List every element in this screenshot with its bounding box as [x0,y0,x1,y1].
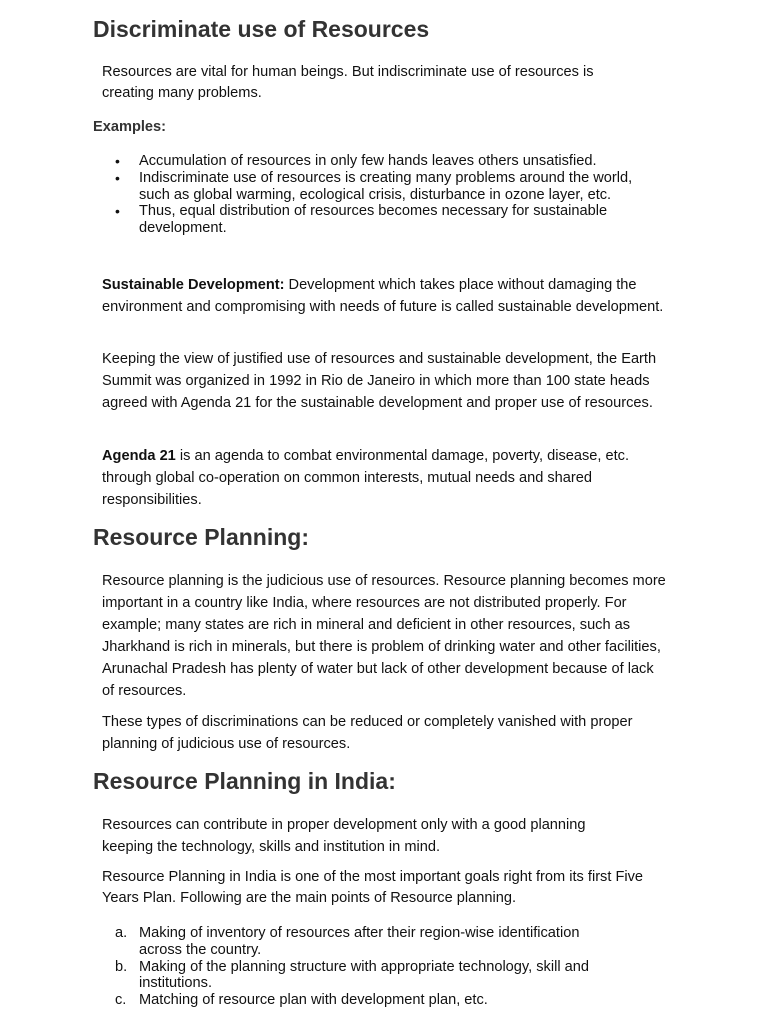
section-heading-resource-planning: Resource Planning: [93,524,309,550]
list-item: • Thus, equal distribution of resources becomes necessary for sustainable development. [93,203,653,237]
resource-planning-paragraph: Resource planning is the judicious use of resources. Resource planning becomes more important in a country like India, where resources are not distributed properly. For example; many states are rich in mineral and deficient in other resources, such as Jharkhand is rich in minerals, but there is problem of drinking water and other facilities, Arunachal Pradesh has plenty of water but lack of other development because of lack of resources. [102,573,666,699]
list-item: • Indiscriminate use of resources is creating many problems around the world, such as global warming, ecological crisis, disturbance in ozone layer, etc. [93,170,653,204]
examples-label: Examples: [93,119,167,135]
list-marker: c. [115,992,127,1009]
list-item [93,959,623,993]
five-year-plan-paragraph: Resource Planning in India is one of the most important goals right from its first Five Years Plan. Following are the main points of Resource planning. [102,869,644,906]
section-heading-discriminate-use: Discriminate use of Resources [93,16,430,42]
list-item-text: Matching of resource plan with development plan, etc. [139,992,488,1009]
sustainable-development-paragraph [102,274,687,318]
list-marker: a. [115,925,128,941]
intro-paragraph: Resources are vital for human beings. But indiscriminate use of resources is creating many problems. [102,64,594,101]
agenda-21-definition: is an agenda to combat environmental damage, poverty, disease, etc. through global co-operation on common interests, mutual needs and shared responsibilities. [102,448,630,508]
discriminations-paragraph: These types of discriminations can be reduced or completely vanished with proper planning of judicious use of resources. [102,714,633,752]
section-heading-resource-planning-india: Resource Planning in India: [93,768,396,794]
agenda-21-paragraph [102,445,667,511]
list-item [93,992,623,1009]
sustainable-development-term: Sustainable Development: [102,277,285,293]
list-item: • Accumulation of resources in only few hands leaves others unsatisfied. [93,153,653,170]
sustainable-development-definition: Development which takes place without damaging the environment and compromising with needs of future is called sustainable development. [102,277,664,315]
list-item-text: Making of the planning structure with appropriate technology, skill and institutions. [139,958,589,992]
resource-planning-points-list [93,925,623,1009]
list-item [93,925,623,959]
contribution-paragraph: Resources can contribute in proper development only with a good planning keeping the technology, skills and institution in mind. [102,817,586,855]
list-marker: b. [115,958,128,975]
list-item-text: Making of inventory of resources after their region-wise identification across the country. [139,925,580,958]
examples-list [93,153,653,237]
agenda-21-term: Agenda 21 [102,448,176,464]
earth-summit-paragraph: Keeping the view of justified use of resources and sustainable development, the Earth Summit was organized in 1992 in Rio de Janeiro in which more than 100 state heads agreed with Agenda 21 for the sustainable development and proper use of resources. [102,351,657,411]
